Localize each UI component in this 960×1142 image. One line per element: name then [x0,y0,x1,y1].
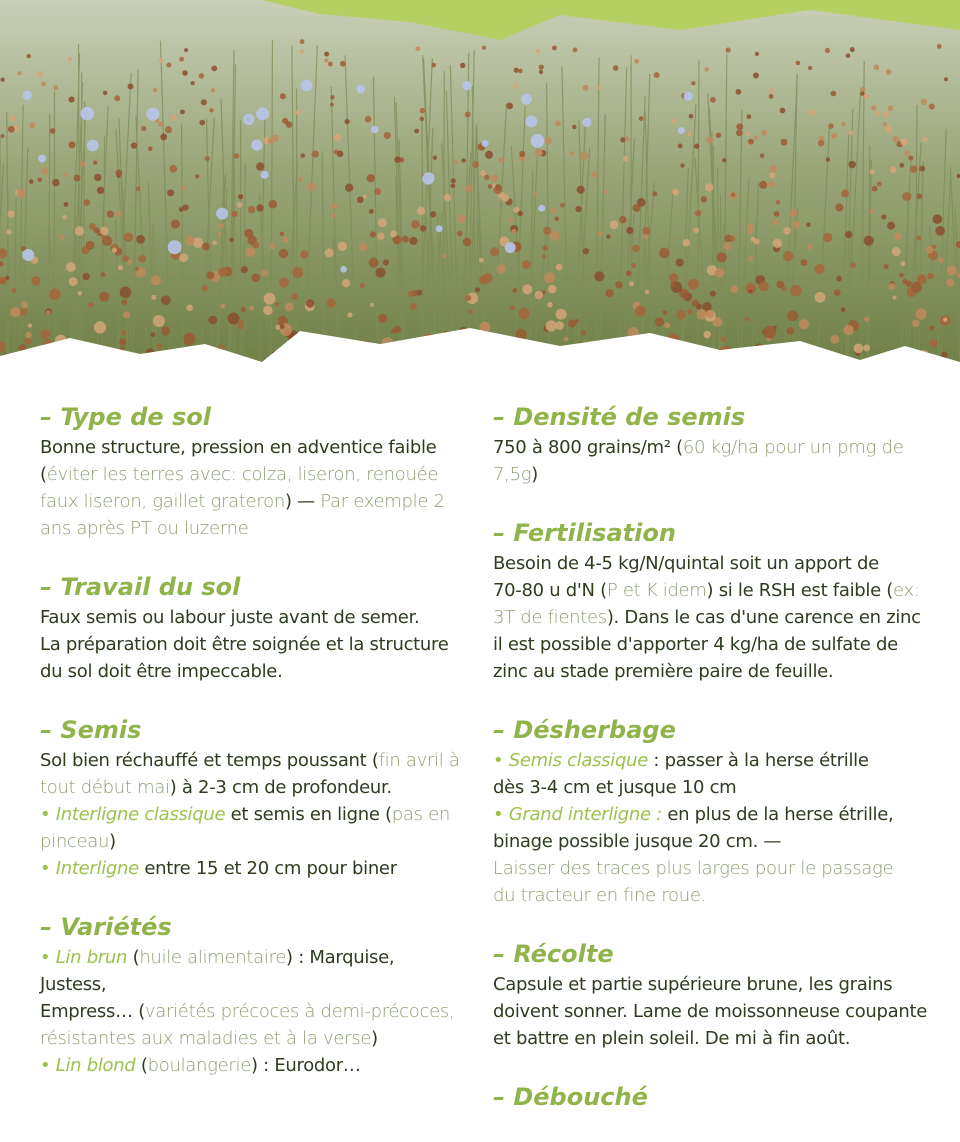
text-segment: Bonne structure, pression en adventice faible [40,437,436,458]
text-line [493,550,933,577]
section-recolte [493,939,933,1052]
text-segment: Capsule et partie supérieure brune, les grains [493,974,892,995]
section-title: – Densité de semis [493,402,933,432]
text-segment: et semis en ligne ( [225,804,392,825]
text-segment: fin avril à [379,750,460,771]
text-segment: boulangerie [148,1055,251,1076]
text-segment: La préparation doit être soignée et la structure [40,634,449,655]
text-segment: Sol bien réchauffé et temps poussant ( [40,750,379,771]
text-segment: huile alimentaire [139,947,286,968]
bullet-label: • Lin brun [40,947,127,968]
text-line [40,944,465,998]
text-line [40,434,465,461]
text-line [40,998,465,1025]
text-line [493,1025,933,1052]
left-column [40,402,465,1109]
section-type-de-sol [40,402,465,542]
text-line [493,801,933,828]
text-segment: du sol doit être impeccable. [40,661,283,682]
text-segment: 60 kg/ha pour un pmg de 7,5g [493,437,903,485]
text-segment: zinc au stade première paire de feuille. [493,661,833,682]
section-debouche [493,1082,933,1112]
text-line [40,658,465,685]
bullet-label: • Interligne classique [40,804,225,825]
text-segment: il est possible d'apporter 4 kg/ha de sulfate de [493,634,898,655]
text-segment: pas en [392,804,450,825]
text-segment: ( [40,464,47,485]
text-line [40,774,465,801]
text-segment: ( [135,1055,147,1076]
text-segment: ) [371,1028,378,1049]
text-segment: éviter les terres avec: colza, liseron, renouée [47,464,438,485]
text-line [493,828,933,855]
text-segment: résistantes aux maladies et à la verse [40,1028,371,1049]
text-line [493,631,933,658]
text-line [40,515,465,542]
text-segment: ans après PT ou luzerne [40,518,249,539]
text-line [40,855,465,882]
section-travail-du-sol [40,572,465,685]
text-line [40,461,465,488]
section-desherbage [493,715,933,909]
section-title: – Variétés [40,912,465,942]
section-title: – Type de sol [40,402,465,432]
text-segment: en plus de la herse étrille, [662,804,894,825]
section-title: – Récolte [493,939,933,969]
text-segment: ) [109,831,116,852]
section-title: – Débouché [493,1082,933,1112]
text-segment: Par exemple 2 [320,491,444,512]
section-title: – Fertilisation [493,518,933,548]
section-varietes [40,912,465,1079]
text-line [493,434,933,488]
bullet-label: • Grand interligne : [493,804,662,825]
text-line [493,577,933,604]
text-segment: ) : Marquise, Justess, [40,947,394,995]
right-column [493,402,933,1142]
text-segment: 3T de fientes [493,607,607,628]
text-segment: binage possible jusque 20 cm. — [493,831,781,852]
bullet-label: • Interligne [40,858,139,879]
section-title: – Travail du sol [40,572,465,602]
text-line [493,882,933,909]
text-segment: P et K idem [607,580,707,601]
text-segment: pinceau [40,831,109,852]
section-densite-de-semis [493,402,933,488]
text-segment: faux liseron, gaillet grateron [40,491,285,512]
bullet-label: • Lin blond [40,1055,135,1076]
bullet-label: • Semis classique [493,750,648,771]
text-segment: entre 15 et 20 cm pour biner [139,858,397,879]
text-line [40,604,465,631]
text-line [40,828,465,855]
text-line [493,855,933,882]
text-line [493,658,933,685]
text-segment: tout début mai [40,777,170,798]
text-segment: ) — [285,491,320,512]
text-segment: ) [531,464,538,485]
text-segment: ) à 2-3 cm de profondeur. [170,777,392,798]
text-line [40,801,465,828]
text-line [40,488,465,515]
text-segment: : passer à la herse étrille [648,750,869,771]
text-line [493,604,933,631]
text-segment: Laisser des traces plus larges pour le passage [493,858,893,879]
text-segment: Empress… ( [40,1001,145,1022]
text-segment: du tracteur en fine roue. [493,885,706,906]
text-segment: variétés précoces à demi-précoces, [145,1001,454,1022]
text-line [40,747,465,774]
section-fertilisation [493,518,933,685]
text-segment: Faux semis ou labour juste avant de semer. [40,607,419,628]
text-line [40,1052,465,1079]
text-segment: doivent sonner. Lame de moissonneuse coupante [493,1001,927,1022]
text-segment: Besoin de 4-5 kg/N/quintal soit un apport de [493,553,879,574]
section-title: – Semis [40,715,465,745]
text-segment: ) : Eurodor… [251,1055,361,1076]
text-segment: ( [127,947,139,968]
section-title: – Désherbage [493,715,933,745]
text-segment: ). Dans le cas d'une carence en zinc [607,607,921,628]
text-segment: 750 à 800 grains/m² ( [493,437,683,458]
text-segment: ex: [893,580,920,601]
text-segment: et battre en plein soleil. De mi à fin août. [493,1028,850,1049]
section-semis [40,715,465,882]
text-segment: ) si le RSH est faible ( [707,580,893,601]
text-segment: dès 3-4 cm et jusque 10 cm [493,777,736,798]
text-line [493,971,933,998]
text-line [493,774,933,801]
text-line [40,1025,465,1052]
text-segment: 70-80 u d'N ( [493,580,607,601]
text-line [40,631,465,658]
text-line [493,998,933,1025]
hero-field-photo [0,0,960,370]
text-line [493,747,933,774]
